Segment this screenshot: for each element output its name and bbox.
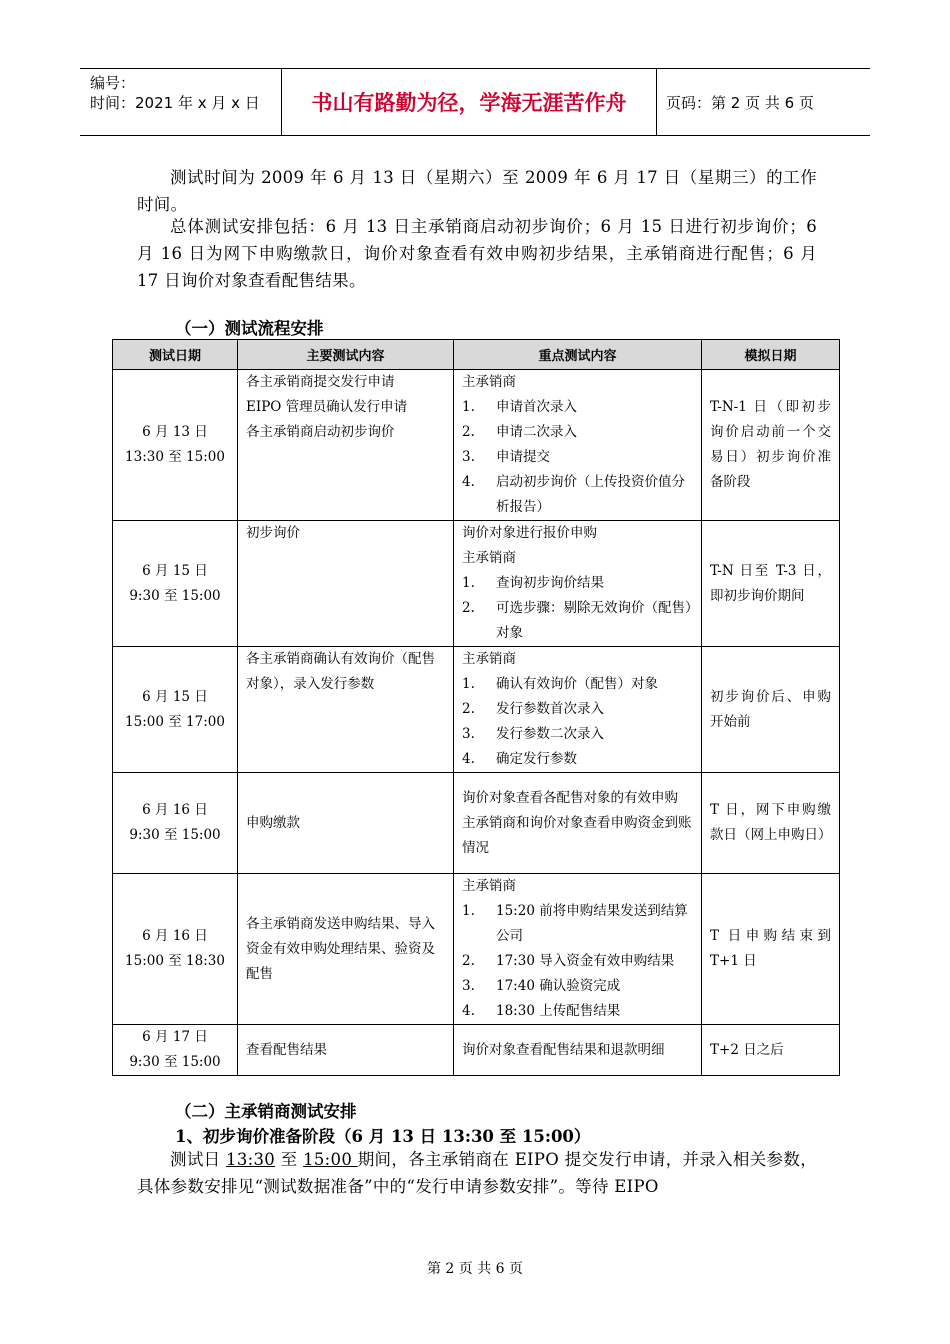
list-number: 1. <box>462 903 475 919</box>
focus-list-item <box>462 596 693 646</box>
list-number: 3. <box>462 726 475 742</box>
date-cell <box>113 874 238 1025</box>
intro-paragraph-2: 总体测试安排包括：6 月 13 日主承销商启动初步询价；6 月 15 日进行初步询价；6 月 16 日为网下申购缴款日，询价对象查看有效申购初步结果，主承销商进行配售；6 月 17 日询价对象查看配售结果。 <box>137 217 817 290</box>
focus-line: 主承销商 <box>462 550 516 566</box>
test-date: 6 月 15 日 <box>142 688 208 705</box>
table-row <box>113 647 840 773</box>
main-content-line: 各主承销商提交发行申请 <box>246 374 395 390</box>
focus-line: 询价对象查看各配售对象的有效申购 <box>462 789 678 806</box>
test-time: 9:30 至 15:00 <box>129 827 221 843</box>
main-content-line: 各主承销商确认有效询价（配售对象），录入发行参数 <box>246 651 435 692</box>
main-content-cell <box>238 370 454 521</box>
simulated-date-cell: T+2 日之后 <box>702 1025 840 1076</box>
list-number: 3. <box>462 978 475 994</box>
column-header: 测试日期 <box>113 340 238 370</box>
list-text: 发行参数首次录入 <box>496 701 604 717</box>
list-text: 18:30 上传配售结果 <box>496 1003 621 1019</box>
time-start: 13:30 <box>226 1150 276 1169</box>
main-content-cell <box>238 647 454 773</box>
focus-list-item <box>462 672 693 697</box>
focus-line: 询价对象进行报价申购 <box>462 525 597 541</box>
focus-content-cell <box>454 521 702 647</box>
main-content-cell <box>238 874 454 1025</box>
focus-list-item <box>462 747 693 772</box>
focus-content-cell <box>454 370 702 521</box>
body-prefix: 测试日 <box>170 1150 227 1169</box>
date-cell <box>113 773 238 874</box>
test-date: 6 月 16 日 <box>142 802 208 818</box>
focus-list-item <box>462 395 693 420</box>
list-text: 申请提交 <box>496 449 550 465</box>
list-number: 1. <box>462 676 475 692</box>
date-cell <box>113 370 238 521</box>
focus-list-item <box>462 999 693 1024</box>
list-number: 2. <box>462 701 475 717</box>
focus-list-item <box>462 571 693 596</box>
date-cell <box>113 1025 238 1076</box>
focus-line: 主承销商 <box>462 374 516 390</box>
list-number: 1. <box>462 399 475 415</box>
list-number: 2. <box>462 953 475 969</box>
table-header-row <box>113 340 840 370</box>
main-content-line: 初步询价 <box>246 525 300 541</box>
list-text: 确认有效询价（配售）对象 <box>496 676 658 692</box>
main-content-cell <box>238 521 454 647</box>
simulated-date-cell: T 日申购结束到 T+1 日 <box>702 874 840 1025</box>
main-content-line: EIPO 管理员确认发行申请 <box>246 399 408 415</box>
page-footer: 第 2 页 共 6 页 <box>426 1261 524 1277</box>
test-time: 9:30 至 15:00 <box>129 587 221 604</box>
focus-list-item <box>462 445 693 470</box>
list-text: 发行参数二次录入 <box>496 726 604 742</box>
header-motto: 书山有路勤为径，学海无涯苦作舟 <box>282 69 657 135</box>
body-mid: 至 <box>275 1150 304 1169</box>
column-header: 主要测试内容 <box>238 340 454 370</box>
main-content-line: 查看配售结果 <box>246 1041 327 1058</box>
list-text: 申请首次录入 <box>496 399 577 415</box>
main-content-line: 各主承销商启动初步询价 <box>246 424 395 440</box>
simulated-date-cell: 初步询价后、申购开始前 <box>702 647 840 773</box>
main-content-cell <box>238 773 454 874</box>
list-text: 确定发行参数 <box>496 751 577 767</box>
simulated-date-cell: T 日，网下申购缴款日（网上申购日） <box>702 773 840 874</box>
focus-list-item <box>462 470 693 520</box>
focus-list-item <box>462 722 693 747</box>
number-label: 编号： <box>90 74 136 92</box>
focus-list-item <box>462 697 693 722</box>
list-text: 申请二次录入 <box>496 424 577 440</box>
list-text: 可选步骤：剔除无效询价（配售）对象 <box>496 600 692 641</box>
focus-line: 询价对象查看配售结果和退款明细 <box>462 1041 665 1058</box>
column-header: 重点测试内容 <box>454 340 702 370</box>
focus-list-item <box>462 949 693 974</box>
test-time: 15:00 至 17:00 <box>125 713 225 730</box>
time-label: 时间：2021 年 x 月 x 日 <box>90 94 260 112</box>
list-number: 3. <box>462 449 475 465</box>
body-paragraph <box>137 1146 817 1200</box>
date-cell <box>113 647 238 773</box>
table-row <box>113 1025 840 1076</box>
test-time: 13:30 至 15:00 <box>125 449 225 465</box>
test-schedule-table <box>112 339 840 1076</box>
intro-paragraph-1: 测试时间为 2009 年 6 月 13 日（星期六）至 2009 年 6 月 17 日（星期三）的工作时间。 <box>137 168 817 214</box>
list-number: 1. <box>462 575 475 591</box>
header-page-info: 页码：第 2 页 共 6 页 <box>666 93 814 112</box>
test-date: 6 月 13 日 <box>142 424 208 440</box>
list-text: 17:40 确认验资完成 <box>496 978 621 994</box>
table-row <box>113 521 840 647</box>
focus-content-cell <box>454 647 702 773</box>
list-number: 4. <box>462 751 475 767</box>
test-date: 6 月 16 日 <box>142 928 208 944</box>
list-text: 查询初步询价结果 <box>496 575 604 591</box>
list-number: 4. <box>462 1003 475 1019</box>
focus-content-cell <box>454 1025 702 1076</box>
main-content-cell <box>238 1025 454 1076</box>
table-row <box>113 773 840 874</box>
focus-line: 主承销商 <box>462 878 516 894</box>
section-1-title: （一）测试流程安排 <box>175 319 324 338</box>
focus-content-cell <box>454 874 702 1025</box>
focus-content-cell <box>454 773 702 874</box>
subsection-1-title: 1、初步询价准备阶段（6 月 13 日 13:30 至 15:00） <box>175 1127 591 1146</box>
test-time: 15:00 至 18:30 <box>125 953 225 969</box>
table-row <box>113 874 840 1025</box>
page-header <box>80 68 870 136</box>
body-rest: 期间，各主承销商在 EIPO 提交发行申请，并录入相关参数，具体参数安排见“测试数据准备”中的“发行申请参数安排”。等待 EIPO <box>137 1150 817 1196</box>
test-date: 6 月 15 日 <box>142 562 208 579</box>
list-number: 4. <box>462 474 475 490</box>
section-2-title: （二）主承销商测试安排 <box>175 1102 357 1121</box>
main-content-line: 各主承销商发送申购结果、导入资金有效申购处理结果、验资及配售 <box>246 915 435 982</box>
column-header: 模拟日期 <box>702 340 840 370</box>
list-text: 15:20 前将申购结果发送到结算公司 <box>496 903 688 944</box>
simulated-date-cell: T-N 日至 T-3 日，即初步询价期间 <box>702 521 840 647</box>
test-date: 6 月 17 日 <box>142 1029 208 1045</box>
list-number: 2. <box>462 600 475 616</box>
time-end: 15:00 <box>303 1150 358 1169</box>
header-meta <box>80 69 282 135</box>
focus-line: 主承销商 <box>462 651 516 667</box>
test-time: 9:30 至 15:00 <box>129 1054 221 1070</box>
list-text: 启动初步询价（上传投资价值分析报告） <box>496 474 685 515</box>
focus-list-item <box>462 974 693 999</box>
focus-line: 主承销商和询价对象查看申购资金到账情况 <box>462 814 692 856</box>
focus-list-item <box>462 899 693 949</box>
main-content-line: 申购缴款 <box>246 814 300 831</box>
list-number: 2. <box>462 424 475 440</box>
list-text: 17:30 导入资金有效申购结果 <box>496 953 675 969</box>
date-cell <box>113 521 238 647</box>
table-row <box>113 370 840 521</box>
focus-list-item <box>462 420 693 445</box>
simulated-date-cell: T-N-1 日（即初步询价启动前一个交易日）初步询价准备阶段 <box>702 370 840 521</box>
